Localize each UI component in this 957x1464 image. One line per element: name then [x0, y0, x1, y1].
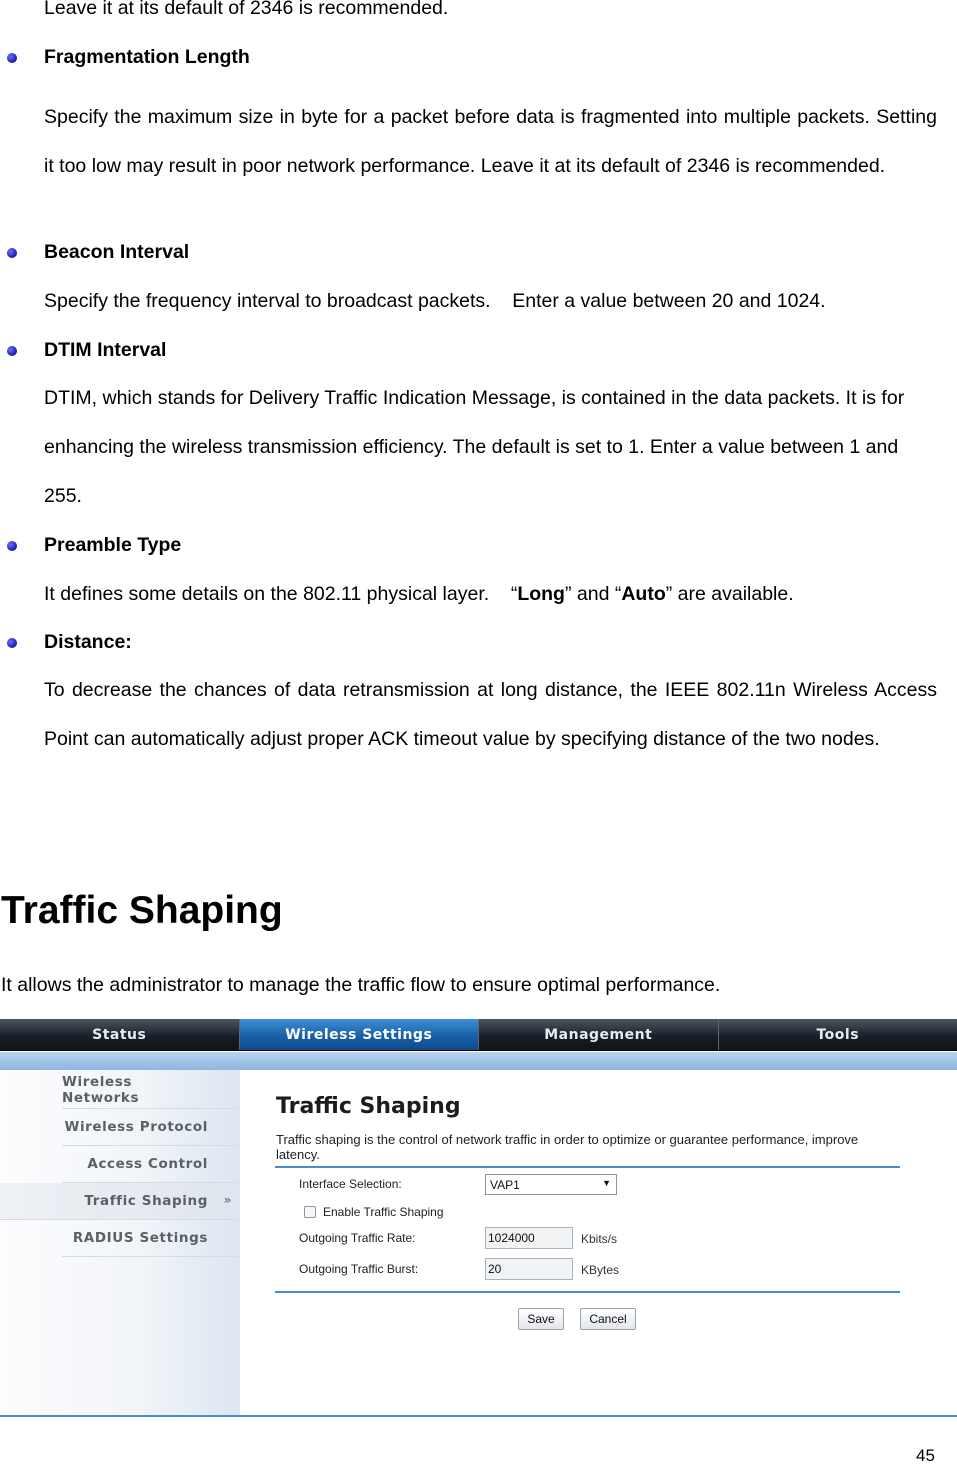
section-title-fragmentation: Fragmentation Length [44, 46, 250, 68]
sidebar-item-label: Access Control [87, 1156, 208, 1172]
sidebar-item-traffic-shaping[interactable] [0, 1183, 238, 1220]
outgoing-burst-input[interactable]: 20 [485, 1258, 573, 1280]
interface-select-value: VAP1 [490, 1178, 520, 1192]
ui-screenshot [0, 1019, 957, 1417]
bullet-icon [7, 346, 17, 356]
bullet-icon [7, 53, 17, 63]
preamble-long: Long [517, 583, 565, 605]
page-description: Traffic shaping is the control of network traffic in order to optimize or guarantee performance, improve latency. [276, 1132, 859, 1162]
outgoing-burst-unit: KBytes [581, 1263, 620, 1277]
bullet-icon [7, 541, 17, 551]
save-button[interactable]: Save [518, 1308, 564, 1330]
divider [275, 1166, 900, 1168]
section-body-distance: To decrease the chances of data retransmission at long distance, the IEEE 802.11n Wireless Access Point can automatically adjust proper ACK timeout value by specifying distance of the two nodes. [44, 679, 937, 750]
enable-traffic-shaping-checkbox[interactable] [304, 1206, 316, 1218]
section-body-preamble [44, 582, 794, 606]
section-body-fragmentation: Specify the maximum size in byte for a packet before data is fragmented into multiple packets. Setting it too low may result in poor network performance. Leave it at its default of 2346 is recommended. [44, 106, 937, 177]
sidebar [0, 1070, 240, 1417]
sidebar-item-label: Wireless Networks [62, 1074, 140, 1106]
bullet-icon [7, 248, 17, 258]
tab-wireless-settings[interactable]: Wireless Settings [240, 1019, 480, 1050]
section-title-distance: Distance: [44, 631, 132, 653]
sidebar-item-label: Wireless Protocol [64, 1119, 208, 1135]
preamble-text-post: ” are available. [665, 583, 794, 605]
top-nav [0, 1019, 957, 1051]
preamble-text-mid: ” and “ [564, 583, 622, 605]
section-body-dtim: DTIM, which stands for Delivery Traffic Indication Message, is contained in the data packets. It is for enhancing the wireless transmission efficiency. The default is set to 1. Enter a value between 1 and 255. [44, 387, 905, 507]
sidebar-item-radius-settings[interactable] [62, 1220, 238, 1257]
section-description: It allows the administrator to manage the traffic flow to ensure optimal performance. [1, 974, 721, 996]
section-title-dtim: DTIM Interval [44, 339, 167, 361]
section-title-preamble: Preamble Type [44, 534, 182, 556]
chevron-right-icon: » [223, 1193, 232, 1207]
divider [0, 1415, 957, 1417]
sidebar-item-access-control[interactable] [62, 1146, 238, 1183]
section-title-beacon: Beacon Interval [44, 241, 190, 263]
intro-line: Leave it at its default of 2346 is recommended. [44, 0, 449, 19]
tab-status[interactable]: Status [0, 1019, 240, 1050]
enable-traffic-shaping-label: Enable Traffic Shaping [323, 1205, 444, 1219]
interface-selection-label: Interface Selection: [299, 1177, 402, 1191]
tab-tools[interactable]: Tools [816, 1026, 860, 1043]
sidebar-item-label: Traffic Shaping [84, 1193, 208, 1209]
page-title: Traffic Shaping [276, 1094, 461, 1119]
preamble-auto: Auto [621, 583, 666, 605]
outgoing-rate-input[interactable]: 1024000 [485, 1227, 573, 1249]
tab-management[interactable]: Management [479, 1019, 719, 1050]
dropdown-arrow-icon: ▼ [602, 1178, 611, 1188]
outgoing-burst-label: Outgoing Traffic Burst: [299, 1262, 419, 1276]
section-body-beacon: Specify the frequency interval to broadcast packets. Enter a value between 20 and 1024. [44, 290, 826, 312]
section-heading: Traffic Shaping [1, 889, 283, 932]
preamble-text-pre: It defines some details on the 802.11 physical layer. “ [44, 583, 518, 605]
sidebar-item-label: RADIUS Settings [72, 1230, 208, 1246]
bullet-icon [7, 638, 17, 648]
page-number: 45 [916, 1446, 935, 1464]
sub-nav-bar [0, 1052, 957, 1070]
divider [275, 1291, 900, 1293]
main-panel [240, 1070, 957, 1417]
sidebar-item-wireless-protocol[interactable] [62, 1109, 238, 1146]
outgoing-rate-label: Outgoing Traffic Rate: [299, 1231, 416, 1245]
interface-select[interactable] [485, 1174, 617, 1195]
cancel-button[interactable]: Cancel [580, 1308, 636, 1330]
outgoing-rate-unit: Kbits/s [581, 1232, 618, 1246]
sidebar-item-wireless-networks[interactable] [62, 1072, 238, 1109]
